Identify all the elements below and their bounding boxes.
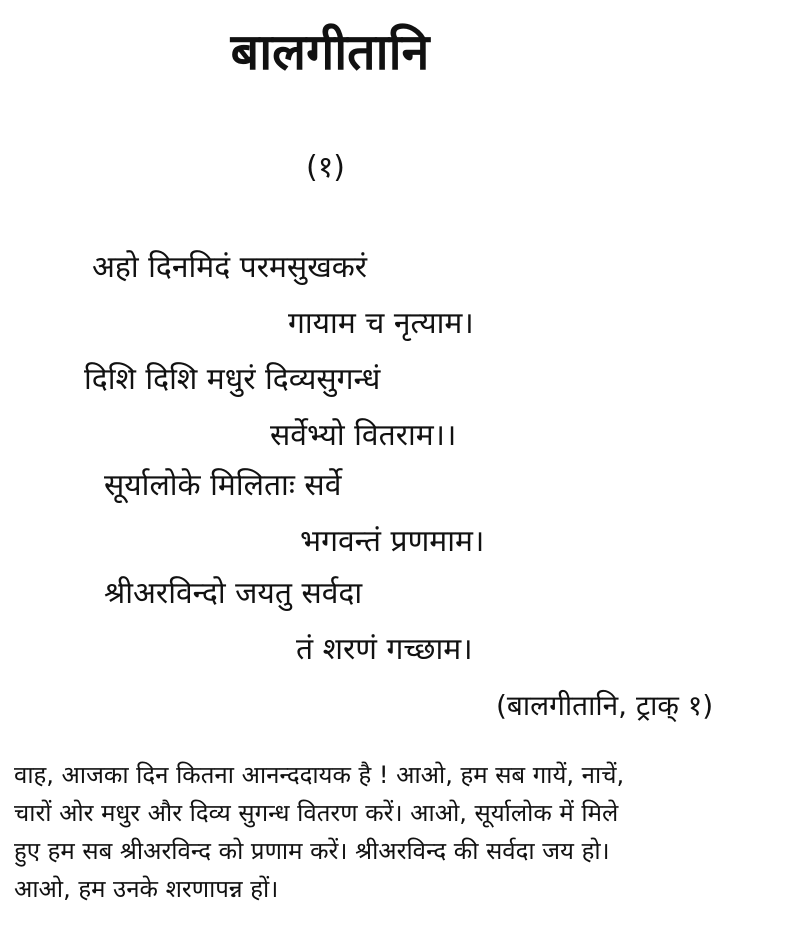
poem-line: तं शरणं गच्छाम। xyxy=(296,632,473,667)
poem-line: सर्वेभ्यो वितराम।। xyxy=(270,418,457,453)
poem-number: (१) xyxy=(306,150,346,185)
poem-line: गायाम च नृत्याम। xyxy=(288,306,474,341)
poem-source: (बालगीतानि, ट्राक् १) xyxy=(496,689,714,722)
poem-line: श्रीअरविन्दो जयतु सर्वदा xyxy=(104,576,363,611)
poem-line: दिशि दिशि मधुरं दिव्यसुगन्धं xyxy=(84,362,381,397)
translation-paragraph xyxy=(14,756,794,908)
translation-line: वाह, आजका दिन कितना आनन्ददायक है ! आओ, हम सब गायें, नाचें, xyxy=(14,761,625,789)
translation-line: चारों ओर मधुर और दिव्य सुगन्ध वितरण करें। आओ, सूर्यालोक में मिले xyxy=(14,799,619,827)
poem-line: भगवन्तं प्रणमाम। xyxy=(300,524,485,559)
poem-line: अहो दिनमिदं परमसुखकरं xyxy=(92,250,368,285)
poem-line: सूर्यालोके मिलिताः सर्वे xyxy=(104,468,342,503)
translation-line: आओ, हम उनके शरणापन्न हों। xyxy=(14,875,279,903)
page-title: बालगीतानि xyxy=(230,23,430,81)
translation-line: हुए हम सब श्रीअरविन्द को प्रणाम करें। श्रीअरविन्द की सर्वदा जय हो। xyxy=(14,837,610,865)
